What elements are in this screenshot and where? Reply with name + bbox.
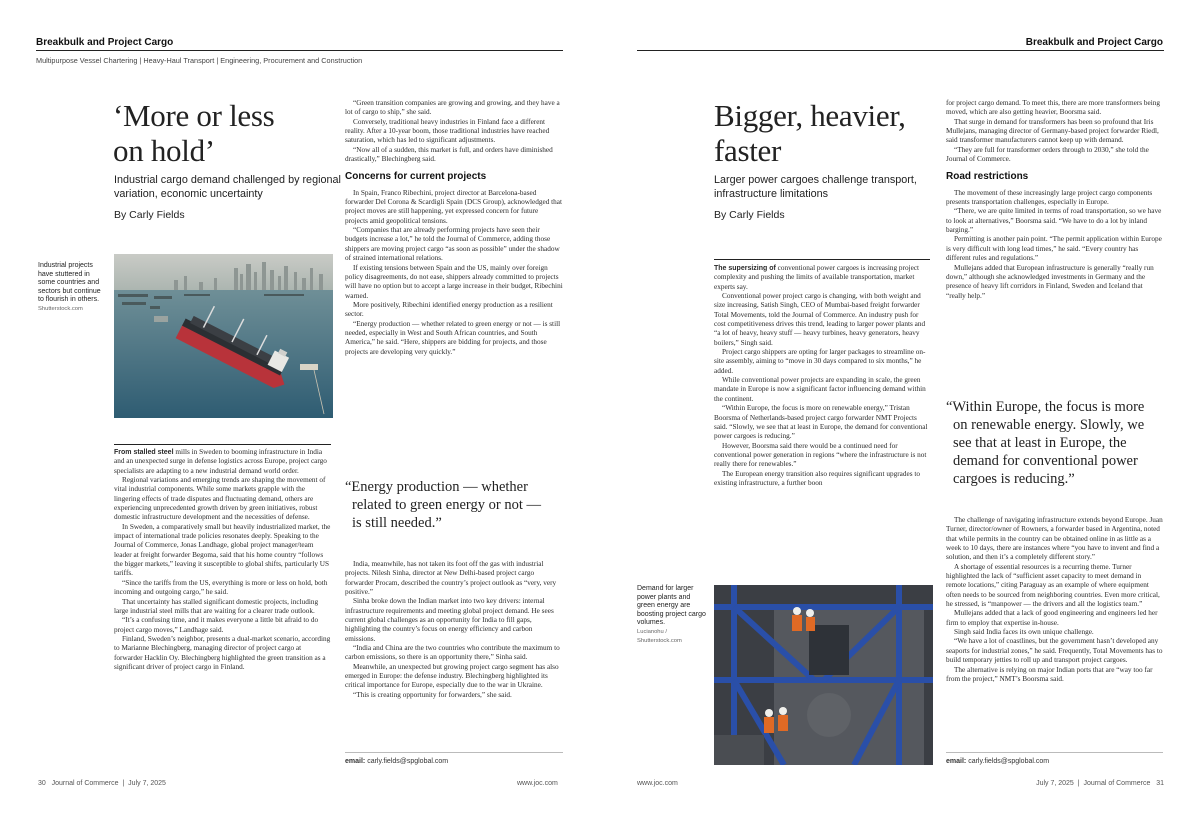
- power-plant-workers-photo: [714, 585, 933, 765]
- cargo-ship-photo: [114, 254, 333, 418]
- paragraph: If existing tensions between Spain and the US, mainly over foreign policy disagreements, do not ease, shippers already committed to projects will have no option but to accept a large increase in their budget, Ribechini warned.: [345, 263, 563, 300]
- left-photo-caption: [38, 262, 104, 314]
- subhead: Road restrictions: [946, 171, 1029, 183]
- issue-date: July 7, 2025: [1036, 780, 1074, 787]
- lead-in: From stalled steel: [114, 449, 174, 456]
- caption-credit: Lucianohu /: [637, 628, 667, 635]
- right-dek: Larger power cargoes challenge transport, infrastructure limitations: [714, 174, 917, 200]
- pull-quote-line: see that at least in Europe, the: [953, 435, 1127, 451]
- paragraph: The European energy transition also requires significant upgrades to existing infrastructure, a further boon: [714, 469, 920, 487]
- section-subnav: Multipurpose Vessel Chartering | Heavy-Haul Transport | Engineering, Procurement and Construction: [36, 56, 363, 65]
- separator: |: [1077, 780, 1080, 787]
- paragraph: Mullejans added that European infrastructure is generally “really run down,” although she acknowledged investments in Germany and the presence of heavy lift corridors in Finland, Sweden and Iceland that “really help.”: [946, 263, 1154, 300]
- paragraph: “There, we are quite limited in terms of road transportation, so we have to look at alternatives,” Boorsma said. “We have to do a lot by inland barging.”: [946, 207, 1162, 235]
- paragraph: More positively, Ribechini identified energy production as a resilient sector.: [345, 300, 553, 319]
- email-link[interactable]: carly.fields@spglobal.com: [968, 758, 1050, 765]
- left-dek: Industrial cargo demand challenged by regional variation, economic uncertainty: [114, 174, 341, 200]
- paragraph: “India and China are the two countries who contribute the maximum to carbon emissions, so there is an opportunity there,” Sinha said.: [345, 644, 560, 662]
- caption-text: Industrial projects have stuttered in some countries and sectors but continue to flourish in others.: [38, 262, 101, 304]
- right-article-col1: [714, 264, 930, 488]
- pull-quote-line: “Within Europe, the focus is more: [946, 399, 1145, 415]
- section-title: Breakbulk and Project Cargo: [1025, 37, 1163, 48]
- paragraph: That surge in demand for transformers has been so profound that Iris Mullejans, managing director of Germany-based project forwarder Riedl, said transformer manufacturers cannot keep up with demand.: [946, 117, 1159, 145]
- right-footer: [1036, 780, 1164, 787]
- email-link[interactable]: carly.fields@spglobal.com: [367, 758, 449, 765]
- caption-text: Demand for larger power plants and green energy are boosting project cargo volumes.: [637, 585, 706, 627]
- paragraph: Conversely, traditional heavy industries in Finland face a different reality. After a 10-year boom, those traditional industries have reached saturation, which has led to significant adjustments.: [345, 117, 550, 145]
- pull-quote-line: demand for conventional power: [953, 453, 1138, 469]
- right-headline: [714, 98, 944, 168]
- right-page: [600, 0, 1200, 816]
- paragraph: However, Boorsma said there would be a continued need for conventional power generation in regions “where the infrastructure is not really there for renewables.”: [714, 441, 927, 469]
- email-rule: [345, 752, 563, 753]
- paragraph: The movement of these increasingly large project cargo components presents transportation challenges, especially in Europe.: [946, 188, 1153, 207]
- paragraph: “This is creating opportunity for forwarders,” she said.: [353, 690, 512, 699]
- left-byline: By Carly Fields: [114, 209, 185, 221]
- paragraph: “They are full for transformer orders through to 2030,” she told the Journal of Commerce.: [946, 145, 1149, 164]
- paragraph: Regional variations and emerging trends are shaping the movement of vital industrial components. While some markets grapple with the lingering effects of trade disputes and fluctuating demand, others are experiencing unprecedented growth driven by green initiatives, robust domestic infrastructure development and the necessities of defense.: [114, 476, 326, 522]
- paragraph: “Energy production — whether related to green energy or not — is still needed, especially in West and South African countries, and South America,” he said. “Here, shippers are bidding for projects, and those projects are developing very quickly.”: [345, 319, 561, 356]
- left-footer-url[interactable]: www.joc.com: [517, 780, 558, 787]
- right-photo-caption: [637, 585, 709, 645]
- right-byline: By Carly Fields: [714, 209, 785, 221]
- headline-line: faster: [714, 133, 782, 168]
- header-rule: [36, 50, 563, 51]
- paragraph: The challenge of navigating infrastructure extends beyond Europe. Juan Turner, director/owner of Rowners, a forwarder based in Argentina, noted that while permits in the country can be obtained online in as little as a week to 10 days, there are instances where “you have to invent and find a solution, and then it’s a completely different story.”: [946, 516, 1163, 562]
- left-author-email[interactable]: [345, 758, 448, 765]
- email-rule: [946, 752, 1163, 753]
- col-top-rule: [114, 444, 331, 445]
- paragraph: India, meanwhile, has not taken its foot off the gas with industrial projects. Nilesh Sinha, director at New Delhi-based project cargo forwarder Procam, described the country’s project outlook as “very, very positive.”: [345, 560, 557, 597]
- subhead: Concerns for current projects: [345, 171, 487, 183]
- left-article-col1: [114, 448, 331, 672]
- col-top-rule: [714, 259, 930, 260]
- pull-quote-line: “Energy production — whether: [345, 479, 528, 495]
- paragraph: “It’s a confusing time, and it makes everyone a little bit afraid to do project cargo moves,” Landhage said.: [114, 616, 319, 634]
- paragraph: mills in Sweden to booming infrastructure in India and an unexpected surge in defense logistics across Europe, project cargo specialists are adapting to a new industrial demand world order.: [114, 448, 327, 475]
- paragraph: “Now all of a sudden, this market is full, and orders have diminished drastically,” Blechingberg said.: [345, 145, 553, 164]
- paragraph: “Green transition companies are growing and growing, and they have a lot of cargo to ship,” she said.: [345, 99, 560, 117]
- paragraph: In Sweden, a comparatively small but heavily industrialized market, the impact of international trade policies resonates deeply. Speaking to the Journal of Commerce, Jonas Landhage, global project manager/team leader at freight forwarder Begoma, said that his home country “follows the bigger markets,” leaving it susceptible to global shifts, particularly US tariffs.: [114, 522, 331, 578]
- page-number: 31: [1156, 780, 1164, 787]
- paragraph: Project cargo shippers are opting for larger packages to streamline on-site assembly, aiming to “move in 30 days compared to six months,” he added.: [714, 348, 926, 375]
- pull-quote-line: is still needed.”: [352, 515, 442, 531]
- paragraph: conventional power cargoes is increasing project complexity and pushing the limits of available transportation, market experts say.: [714, 264, 920, 291]
- paragraph: Mullejans added that a lack of good engineering and engineers led her firm to employ that expertise in-house.: [946, 609, 1158, 627]
- paragraph: “Companies that are already performing projects have seen their budgets increase a lot,” he told the Journal of Commerce, adding those shippers are moving project cargo “as soon as possible” under the shadow of strained international relations.: [345, 226, 560, 263]
- pull-quote-line: related to green energy or not —: [352, 497, 541, 513]
- separator: |: [122, 780, 125, 787]
- left-headline: [113, 98, 343, 168]
- paragraph: In Spain, Franco Ribechini, project director at Barcelona-based forwarder Del Corona & Scardigli Spain (DCS Group), acknowledged that project moves are still happening, yet expressed concern for future projects amid geopolitical tensions.: [345, 188, 563, 225]
- right-pull-quote: [946, 398, 1166, 488]
- left-article-col2-bottom: [345, 560, 563, 700]
- left-pull-quote: [345, 478, 565, 532]
- paragraph: That uncertainty has stalled significant domestic projects, including large industrial steel mills that are waiting for a clearer trade outlook.: [114, 597, 319, 615]
- issue-date: July 7, 2025: [128, 780, 166, 787]
- publication-name: Journal of Commerce: [51, 780, 119, 787]
- paragraph: The alternative is relying on major Indian ports that are “way too far from the project,” NMT’s Boorsma said.: [946, 665, 1153, 683]
- paragraph: Finland, Sweden’s neighbor, presents a dual-market scenario, according to Marianne Blechingberg, managing director of project cargo at forwarder Hacklin Oy. Blechingberg highlighted the green transition as a significant driver of project cargo in Finland.: [114, 634, 331, 671]
- right-author-email[interactable]: [946, 758, 1049, 765]
- left-footer: [38, 780, 166, 787]
- right-article-col2-top: [946, 99, 1163, 301]
- paragraph: Conventional power project cargo is changing, with both weight and size increasing, Satish Singh, CEO of Mumbai-based freight forwarder Total Movements, told the Journal of Commerce. An industry push for cost competitiveness drives this trend, leading to larger power plants and “a lot of heavy, heavy stuff — heavy turbines, heavy generators, heavy boilers,” Singh said.: [714, 292, 926, 347]
- headline-line: Bigger, heavier,: [714, 98, 906, 133]
- paragraph: A shortage of essential resources is a recurring theme. Turner highlighted the lack of “sufficient asset capacity to meet demand in remote locations,” citing Paraguay as an example of where equipment often needs to be sourced from neighboring countries. Even more critical, he stressed, is “manpower — the drivers and all the logistics team.”: [946, 562, 1160, 609]
- left-article-col2-top: [345, 99, 563, 357]
- right-article-col2-bottom: [946, 516, 1163, 684]
- pull-quote-line: cargoes is reducing.”: [953, 471, 1075, 487]
- section-title: Breakbulk and Project Cargo: [36, 37, 174, 48]
- paragraph: Singh said India faces its own unique challenge.: [954, 628, 1094, 637]
- publication-name: Journal of Commerce: [1083, 780, 1151, 787]
- paragraph: Meanwhile, an unexpected but growing project cargo segment has also emerged in Europe: the defense industry. Blechingberg highlighted its critical importance for Europe, especially due to the war in Ukraine.: [345, 662, 559, 690]
- headline-line: on hold’: [113, 133, 215, 168]
- header-rule: [637, 50, 1164, 51]
- paragraph: “We have a lot of coastlines, but the government hasn’t developed any seaports for industrial zones,” he said. Frequently, Total Movements has to build temporary jetties to roll up and transport project cargoes.: [946, 637, 1163, 665]
- paragraph: for project cargo demand. To meet this, there are more transformers being moved, which are also getting heavier, Boorsma said.: [946, 99, 1161, 117]
- caption-credit: Shutterstock.com: [637, 637, 682, 644]
- email-label: email:: [345, 758, 366, 765]
- headline-line: ‘More or less: [113, 98, 275, 133]
- lead-in: The supersizing of: [714, 265, 776, 272]
- caption-credit: Shutterstock.com: [38, 305, 83, 312]
- email-label: email:: [946, 758, 967, 765]
- right-footer-url[interactable]: www.joc.com: [637, 780, 678, 787]
- paragraph: Sinha broke down the Indian market into two key drivers: internal infrastructure requirements and meeting global project demand. He sees current global challenges as an opportunity for India to fill gaps, highlighting the country’s focus on energy efficiency and carbon emissions.: [345, 597, 554, 643]
- paragraph: Permitting is another pain point. “The permit application within Europe is very difficult with long lead times,” he said. “Every country has different rules and regulations.”: [946, 235, 1162, 263]
- paragraph: “Since the tariffs from the US, everything is more or less on hold, both incoming and outgoing cargo,” he said.: [114, 578, 328, 597]
- paragraph: While conventional power projects are expanding in scale, the green mandate in Europe is now a significant factor influencing demand within the continent.: [714, 376, 926, 403]
- page-number: 30: [38, 780, 46, 787]
- paragraph: “Within Europe, the focus is more on renewable energy,” Tristan Boorsma of Netherlands-based project cargo forwarder NMT Projects said. “Slowly, we see that at least in Europe, the demand for conventional power cargoes is reducing.”: [714, 404, 928, 441]
- pull-quote-line: on renewable energy. Slowly, we: [953, 417, 1145, 433]
